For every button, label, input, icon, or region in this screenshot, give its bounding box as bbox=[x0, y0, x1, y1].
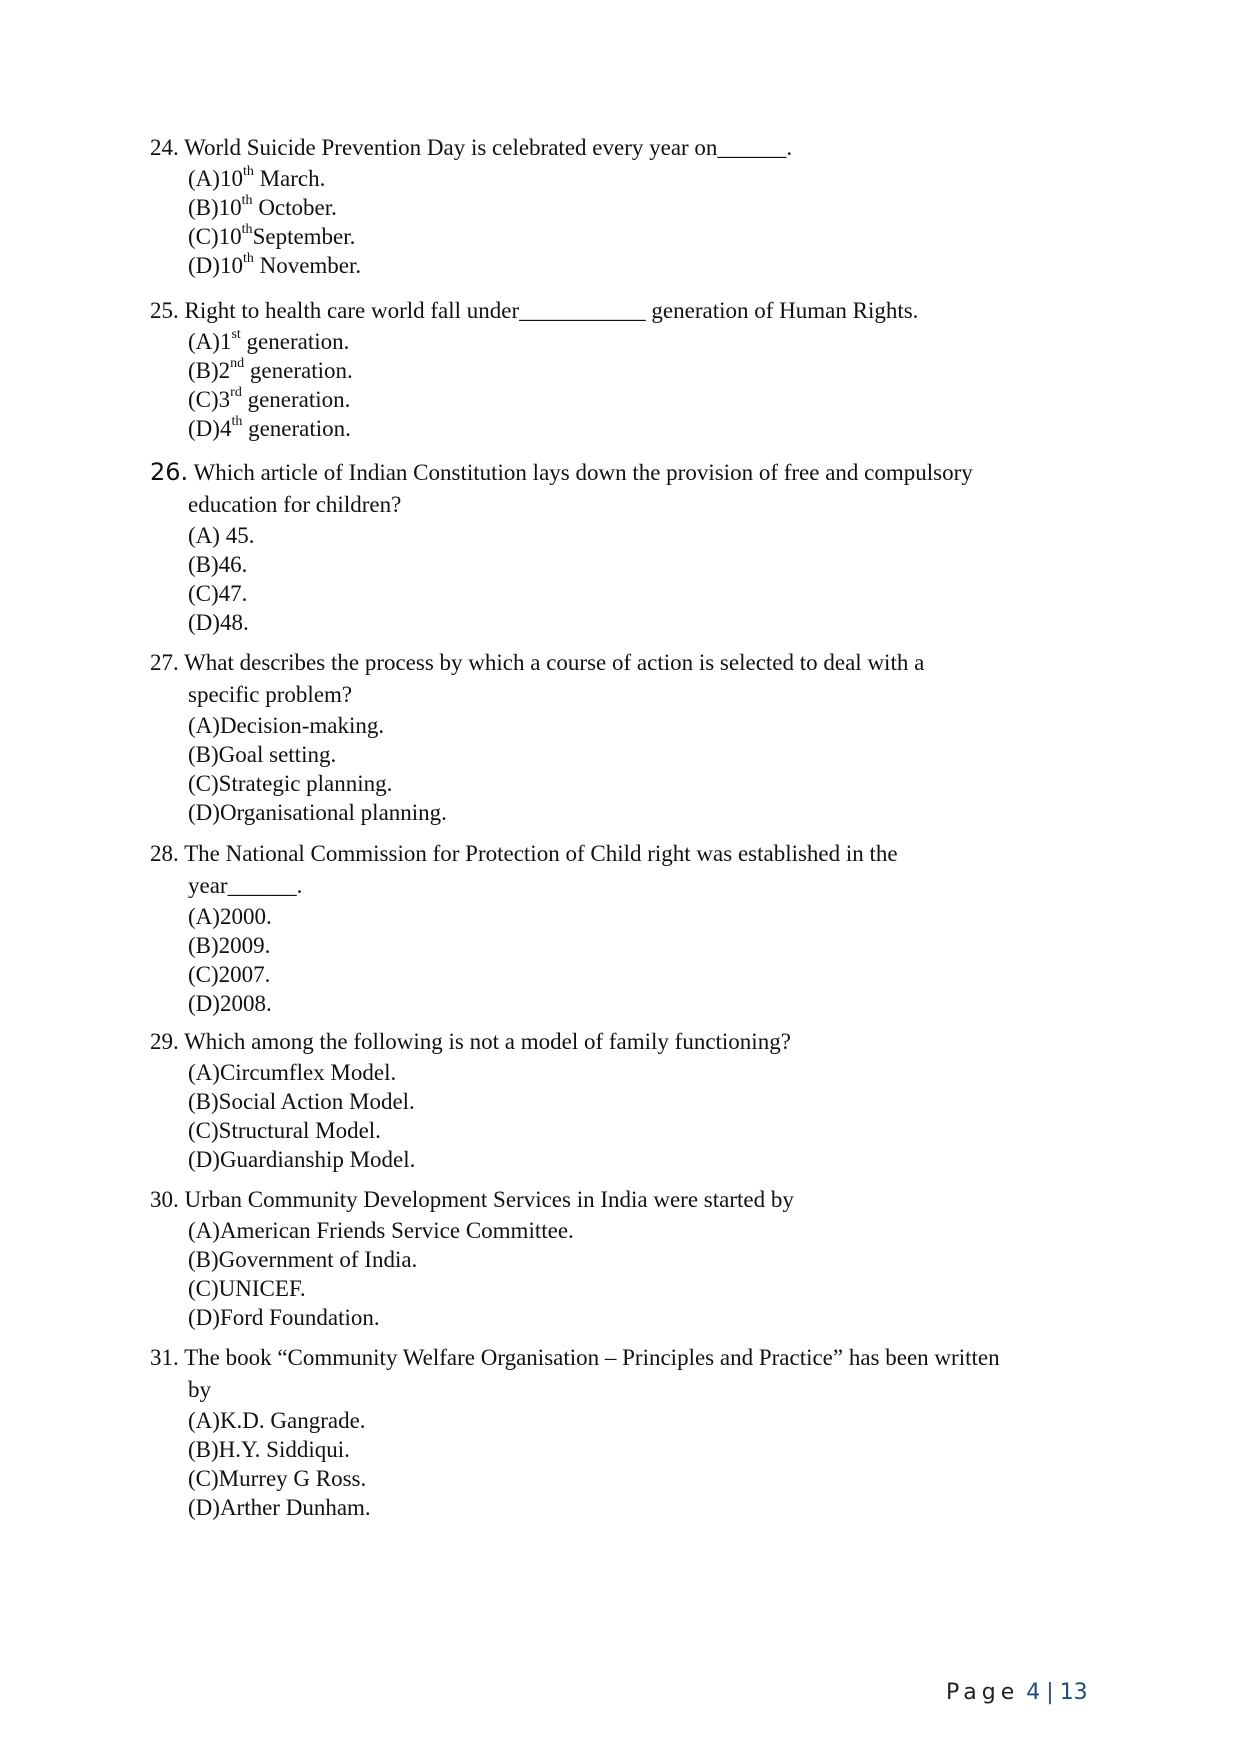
option-a: (A)Circumflex Model. bbox=[188, 1060, 397, 1085]
option-c: (C)Structural Model. bbox=[188, 1118, 381, 1143]
options-list bbox=[150, 1216, 1110, 1332]
options-list bbox=[150, 1058, 1110, 1174]
question-31 bbox=[150, 1342, 1110, 1522]
question-number: 30. bbox=[150, 1187, 179, 1212]
options-list bbox=[150, 327, 1110, 443]
option-c: (C)Strategic planning. bbox=[188, 771, 393, 796]
options-list bbox=[150, 521, 1110, 637]
question-number: 28. bbox=[150, 841, 179, 866]
options-list bbox=[150, 711, 1110, 827]
question-text: Urban Community Development Services in India were started by bbox=[178, 1187, 794, 1212]
page-word: Page bbox=[946, 1680, 1020, 1705]
option-d: (D)Organisational planning. bbox=[188, 800, 447, 825]
option-b: (B)10th October. bbox=[188, 193, 337, 220]
option-d: (D)48. bbox=[188, 610, 249, 635]
option-c: (C)47. bbox=[188, 581, 248, 606]
question-number: 26. bbox=[150, 458, 189, 486]
options-list bbox=[150, 164, 1110, 280]
question-25 bbox=[150, 295, 1110, 443]
question-text: World Suicide Prevention Day is celebrated every year on______. bbox=[178, 135, 793, 160]
option-a: (A)K.D. Gangrade. bbox=[188, 1408, 366, 1433]
options-list bbox=[150, 902, 1110, 1018]
option-c: (C)Murrey G Ross. bbox=[188, 1466, 367, 1491]
option-b: (B)Social Action Model. bbox=[188, 1089, 415, 1114]
option-b: (B)H.Y. Siddiqui. bbox=[188, 1437, 350, 1462]
option-c: (C)UNICEF. bbox=[188, 1276, 306, 1301]
option-c: (C)2007. bbox=[188, 962, 271, 987]
question-24 bbox=[150, 132, 1110, 280]
page-footer bbox=[946, 1680, 1088, 1705]
question-number: 27. bbox=[150, 650, 179, 675]
question-text: The National Commission for Protection of Child right was established in the bbox=[178, 841, 898, 866]
question-number: 29. bbox=[150, 1029, 179, 1054]
option-a: (A)2000. bbox=[188, 904, 272, 929]
option-d: (D)Arther Dunham. bbox=[188, 1495, 371, 1520]
question-30 bbox=[150, 1184, 1110, 1332]
question-text: Which article of Indian Constitution lays down the provision of free and compulsory bbox=[188, 460, 973, 485]
question-number: 25. bbox=[150, 298, 179, 323]
question-28 bbox=[150, 838, 1110, 1018]
option-d: (D)10th November. bbox=[188, 251, 362, 278]
option-b: (B)Goal setting. bbox=[188, 742, 337, 767]
question-26 bbox=[150, 456, 1110, 637]
page-separator: | bbox=[1046, 1680, 1054, 1705]
question-27 bbox=[150, 647, 1110, 827]
question-text-continued: education for children? bbox=[188, 492, 402, 517]
page-number: 4 bbox=[1026, 1680, 1041, 1705]
option-b: (B)2nd generation. bbox=[188, 356, 353, 383]
option-d: (D)4th generation. bbox=[188, 414, 351, 441]
question-text: Which among the following is not a model of family functioning? bbox=[178, 1029, 791, 1054]
option-a: (A)Decision-making. bbox=[188, 713, 385, 738]
option-a: (A)10th March. bbox=[188, 164, 326, 191]
option-b: (B)2009. bbox=[188, 933, 271, 958]
options-list bbox=[150, 1406, 1110, 1522]
option-a: (A)1st generation. bbox=[188, 327, 350, 354]
question-text: Right to health care world fall under___________ generation of Human Rights. bbox=[178, 298, 919, 323]
option-a: (A) 45. bbox=[188, 523, 255, 548]
question-text-continued: by bbox=[188, 1377, 211, 1402]
option-b: (B)46. bbox=[188, 552, 248, 577]
option-c: (C)3rd generation. bbox=[188, 385, 351, 412]
question-text-continued: year______. bbox=[188, 873, 303, 898]
question-text: What describes the process by which a course of action is selected to deal with a bbox=[178, 650, 925, 675]
question-number: 31. bbox=[150, 1345, 179, 1370]
option-d: (D)2008. bbox=[188, 991, 272, 1016]
total-pages: 13 bbox=[1059, 1680, 1088, 1705]
question-29 bbox=[150, 1026, 1110, 1174]
option-d: (D)Ford Foundation. bbox=[188, 1305, 380, 1330]
question-text-continued: specific problem? bbox=[188, 682, 353, 707]
option-b: (B)Government of India. bbox=[188, 1247, 418, 1272]
question-text: The book “Community Welfare Organisation – Principles and Practice” has been written bbox=[178, 1345, 1000, 1370]
option-a: (A)American Friends Service Committee. bbox=[188, 1218, 574, 1243]
option-d: (D)Guardianship Model. bbox=[188, 1147, 416, 1172]
option-c: (C)10thSeptember. bbox=[188, 222, 356, 249]
question-number: 24. bbox=[150, 135, 179, 160]
